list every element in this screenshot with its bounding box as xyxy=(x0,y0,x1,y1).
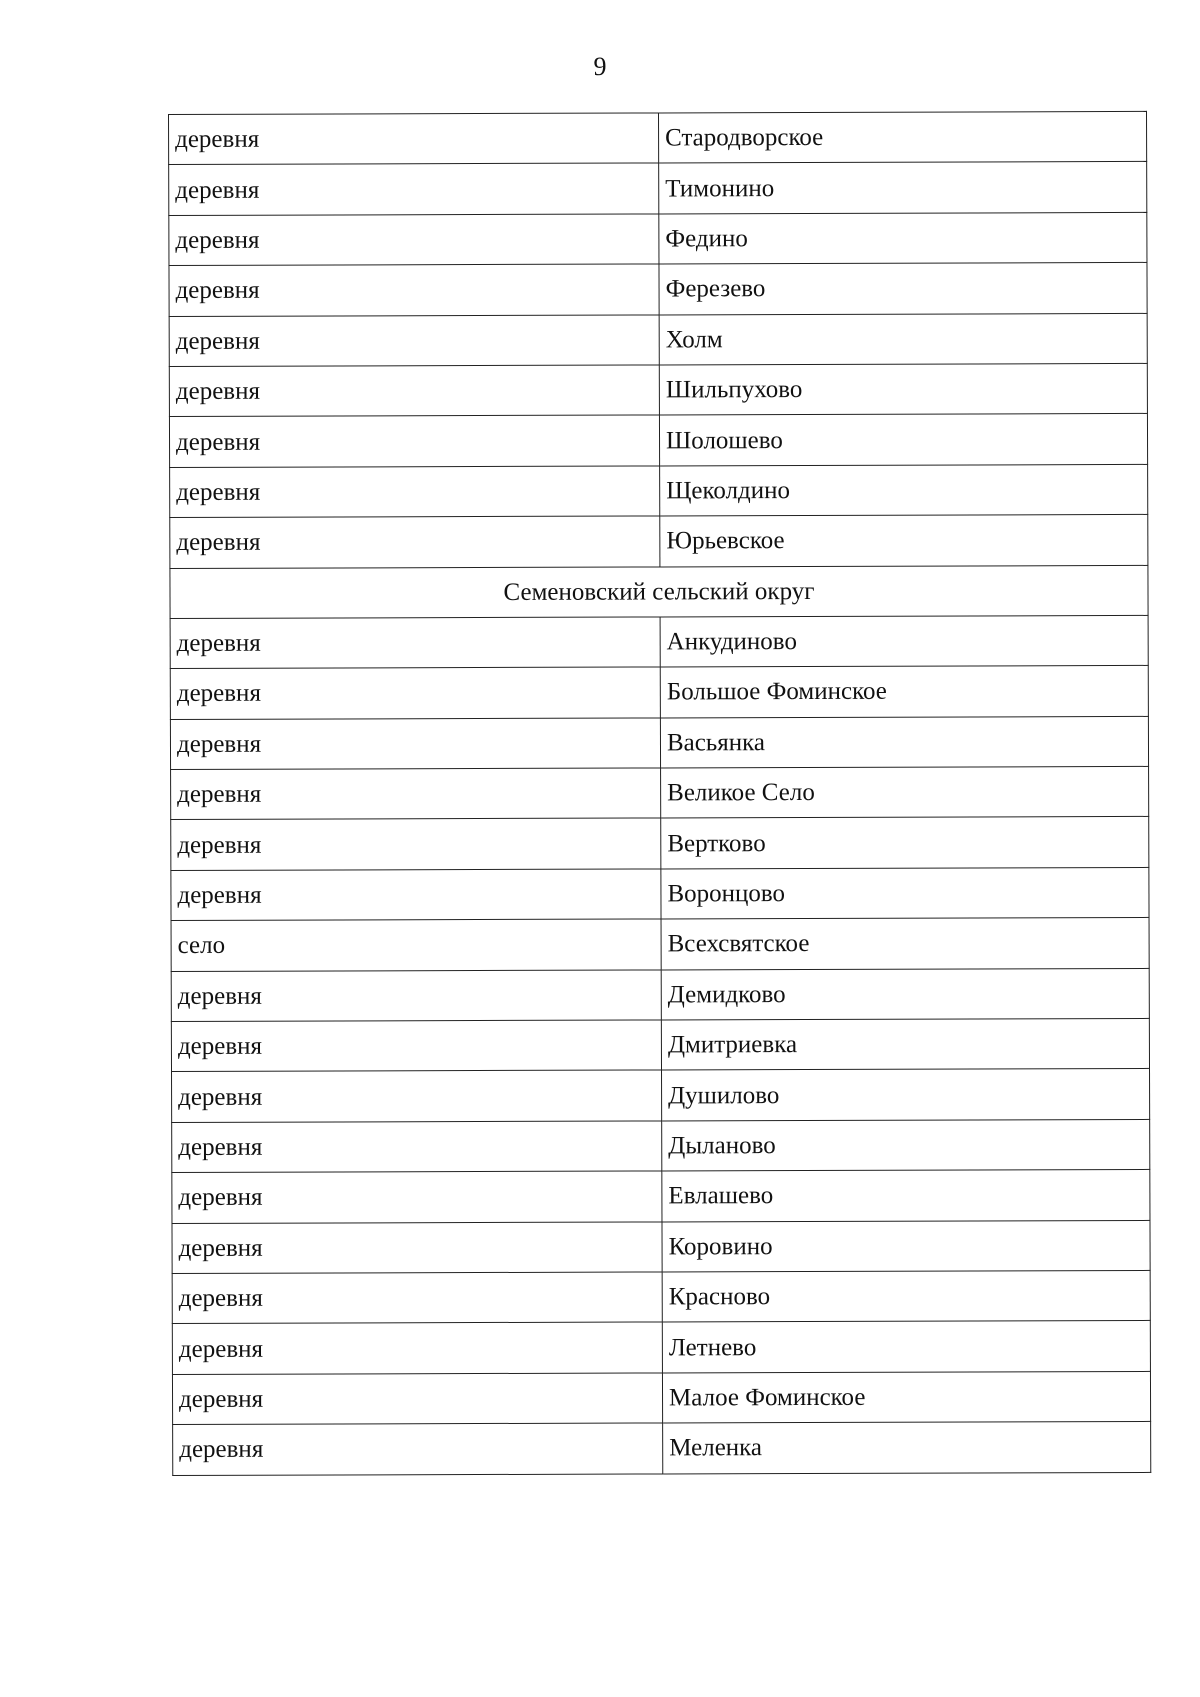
table-row xyxy=(170,666,1148,719)
table-row xyxy=(171,1018,1149,1071)
settlement-name-cell: Дмитриевка xyxy=(661,1018,1149,1070)
settlement-type-cell: деревня xyxy=(173,1423,663,1475)
settlement-type-cell: деревня xyxy=(172,1222,662,1274)
settlement-name-cell: Щеколдино xyxy=(660,464,1148,516)
settlement-type-cell: деревня xyxy=(169,365,659,417)
table-row xyxy=(170,464,1148,517)
settlement-name-cell: Тимонино xyxy=(659,162,1147,214)
settlement-name-cell: Душилово xyxy=(662,1069,1150,1121)
table-row xyxy=(172,1170,1150,1223)
settlement-type-cell: деревня xyxy=(171,768,661,820)
table-row xyxy=(169,111,1147,164)
settlement-type-cell: деревня xyxy=(172,1322,662,1374)
table-row xyxy=(172,1270,1150,1323)
table-row xyxy=(169,162,1147,215)
table-row xyxy=(170,615,1148,668)
settlement-type-cell: деревня xyxy=(172,1070,662,1122)
settlement-type-cell: деревня xyxy=(170,718,660,770)
table-row xyxy=(169,363,1147,416)
table-row xyxy=(171,918,1149,971)
settlement-name-cell: Шолошево xyxy=(659,414,1147,466)
settlement-name-cell: Вертково xyxy=(661,817,1149,869)
settlement-type-cell: деревня xyxy=(170,516,660,568)
settlement-type-cell: деревня xyxy=(169,264,659,316)
table-row xyxy=(173,1422,1151,1475)
table-row xyxy=(169,212,1147,265)
settlement-name-cell: Васьянка xyxy=(660,716,1148,768)
settlement-name-cell: Федино xyxy=(659,212,1147,264)
settlement-name-cell: Ферезево xyxy=(659,263,1147,315)
settlement-type-cell: деревня xyxy=(172,1121,662,1173)
settlement-type-cell: деревня xyxy=(169,163,659,215)
table-row xyxy=(170,716,1148,769)
settlement-type-cell: деревня xyxy=(171,869,661,921)
table-row xyxy=(172,1371,1150,1424)
settlement-name-cell: Юрьевское xyxy=(660,515,1148,567)
table-row xyxy=(172,1220,1150,1273)
table-body xyxy=(169,111,1151,1475)
settlement-type-cell: деревня xyxy=(172,1272,662,1324)
settlement-type-cell: деревня xyxy=(170,667,660,719)
settlement-name-cell: Великое Село xyxy=(661,767,1149,819)
settlement-name-cell: Воронцово xyxy=(661,867,1149,919)
section-title: Семеновский сельский округ xyxy=(170,565,1148,618)
table-row xyxy=(172,1119,1150,1172)
section-header-row xyxy=(170,565,1148,618)
settlement-name-cell: Коровино xyxy=(662,1220,1150,1272)
table-row xyxy=(171,767,1149,820)
settlement-name-cell: Дыланово xyxy=(662,1119,1150,1171)
settlement-type-cell: деревня xyxy=(170,466,660,518)
settlements-table xyxy=(168,111,1151,1476)
settlement-type-cell: деревня xyxy=(171,1020,661,1072)
table-row xyxy=(172,1069,1150,1122)
settlement-name-cell: Стародворское xyxy=(658,111,1146,163)
settlement-type-cell: деревня xyxy=(169,113,659,165)
table-row xyxy=(170,515,1148,568)
settlement-name-cell: Малое Фоминское xyxy=(662,1371,1150,1423)
settlement-name-cell: Красново xyxy=(662,1270,1150,1322)
table-row xyxy=(169,263,1147,316)
settlement-name-cell: Евлашево xyxy=(662,1170,1150,1222)
settlement-type-cell: деревня xyxy=(169,214,659,266)
settlement-type-cell: деревня xyxy=(172,1171,662,1223)
settlement-name-cell: Большое Фоминское xyxy=(660,666,1148,718)
table-row xyxy=(172,1321,1150,1374)
settlement-name-cell: Холм xyxy=(659,313,1147,365)
settlement-type-cell: деревня xyxy=(169,315,659,367)
table-row xyxy=(171,817,1149,870)
settlement-type-cell: деревня xyxy=(170,617,660,669)
settlement-name-cell: Всехсвятское xyxy=(661,918,1149,970)
table-row xyxy=(169,313,1147,366)
settlement-name-cell: Шильпухово xyxy=(659,363,1147,415)
settlement-name-cell: Демидково xyxy=(661,968,1149,1020)
settlement-name-cell: Анкудиново xyxy=(660,615,1148,667)
settlement-type-cell: деревня xyxy=(172,1373,662,1425)
settlement-type-cell: деревня xyxy=(171,970,661,1022)
settlement-name-cell: Летнево xyxy=(662,1321,1150,1373)
settlement-type-cell: деревня xyxy=(171,818,661,870)
settlement-type-cell: село xyxy=(171,919,661,971)
table-row xyxy=(169,414,1147,467)
table-row xyxy=(171,968,1149,1021)
settlement-type-cell: деревня xyxy=(169,415,659,467)
settlement-name-cell: Меленка xyxy=(663,1422,1151,1474)
table-row xyxy=(171,867,1149,920)
page-number: 9 xyxy=(593,52,607,81)
